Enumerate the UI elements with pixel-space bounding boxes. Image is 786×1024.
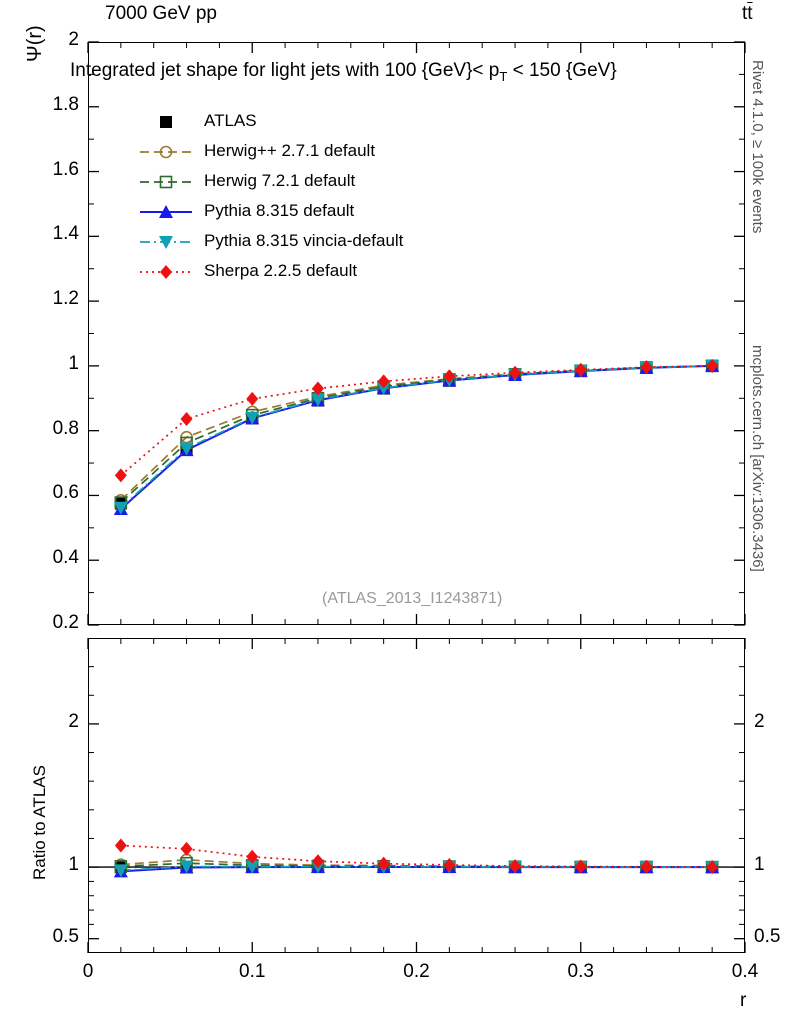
y-tick-label: 1.4 xyxy=(52,223,79,245)
x-axis-label: r xyxy=(740,990,747,1011)
marker-diamond xyxy=(246,392,258,406)
y-tick-label: 0.6 xyxy=(52,482,79,504)
series-line xyxy=(121,366,712,508)
x-tick-label: 0.2 xyxy=(403,961,430,982)
y-axis-label-ratio: Ratio to ATLAS xyxy=(30,765,49,880)
x-tick-label: 0.4 xyxy=(731,961,759,982)
y-tick-label-ratio-right: 1 xyxy=(754,854,765,876)
x-tick-label: 0.3 xyxy=(567,961,594,982)
mcplots-label: mcplots.cern.ch [arXiv:1306.3436] xyxy=(749,345,766,572)
y-tick-label-ratio-right: 2 xyxy=(754,710,765,732)
y-tick-label: 1.8 xyxy=(52,93,79,115)
y-tick-label-ratio: 2 xyxy=(68,710,79,732)
y-tick-label: 0.2 xyxy=(52,612,79,633)
legend-item-label: ATLAS xyxy=(204,111,257,130)
legend-item-label: Herwig++ 2.7.1 default xyxy=(204,141,376,160)
y-tick-label: 2 xyxy=(68,29,79,50)
y-tick-label: 1 xyxy=(68,352,79,374)
chart-title-rest: < 150 {GeV} xyxy=(507,60,617,81)
y-tick-label: 1.2 xyxy=(52,288,79,310)
legend-item-label: Sherpa 2.2.5 default xyxy=(204,261,358,280)
y-tick-label-ratio: 0.5 xyxy=(52,925,79,947)
marker-diamond xyxy=(181,412,193,426)
marker-diamond xyxy=(160,265,172,279)
y-tick-label: 0.8 xyxy=(52,417,79,439)
y-tick-label-ratio: 1 xyxy=(68,854,79,876)
y-tick-label-ratio-right: 0.5 xyxy=(754,925,781,947)
marker-diamond xyxy=(181,842,193,856)
marker-square xyxy=(160,116,172,128)
series-line xyxy=(121,366,712,509)
legend-item-label: Pythia 8.315 default xyxy=(204,201,355,220)
marker-diamond xyxy=(115,468,127,482)
x-tick-label: 0 xyxy=(82,961,94,982)
y-tick-label: 1.6 xyxy=(52,158,79,180)
y-tick-label: 0.4 xyxy=(52,547,79,569)
series-line xyxy=(121,366,712,503)
rivet-version-label: Rivet 4.1.0, ≥ 100k events xyxy=(749,60,766,234)
chart-title-sub: T xyxy=(499,68,508,84)
header-right: $t\overline{t}$ xyxy=(742,3,753,24)
header-left: 7000 GeV pp xyxy=(105,3,217,24)
legend-item-label: Pythia 8.315 vincia-default xyxy=(204,231,404,250)
series-line xyxy=(121,867,712,871)
analysis-id-watermark: (ATLAS_2013_I1243871) xyxy=(322,590,503,607)
chart-title-main: Integrated jet shape for light jets with 100 {GeV}< p xyxy=(70,60,500,81)
legend-item-label: Herwig 7.2.1 default xyxy=(204,171,356,190)
x-tick-label: 0.1 xyxy=(239,961,266,982)
marker-diamond xyxy=(115,838,127,852)
y-axis-label-main: Ψ(r) xyxy=(24,25,46,62)
